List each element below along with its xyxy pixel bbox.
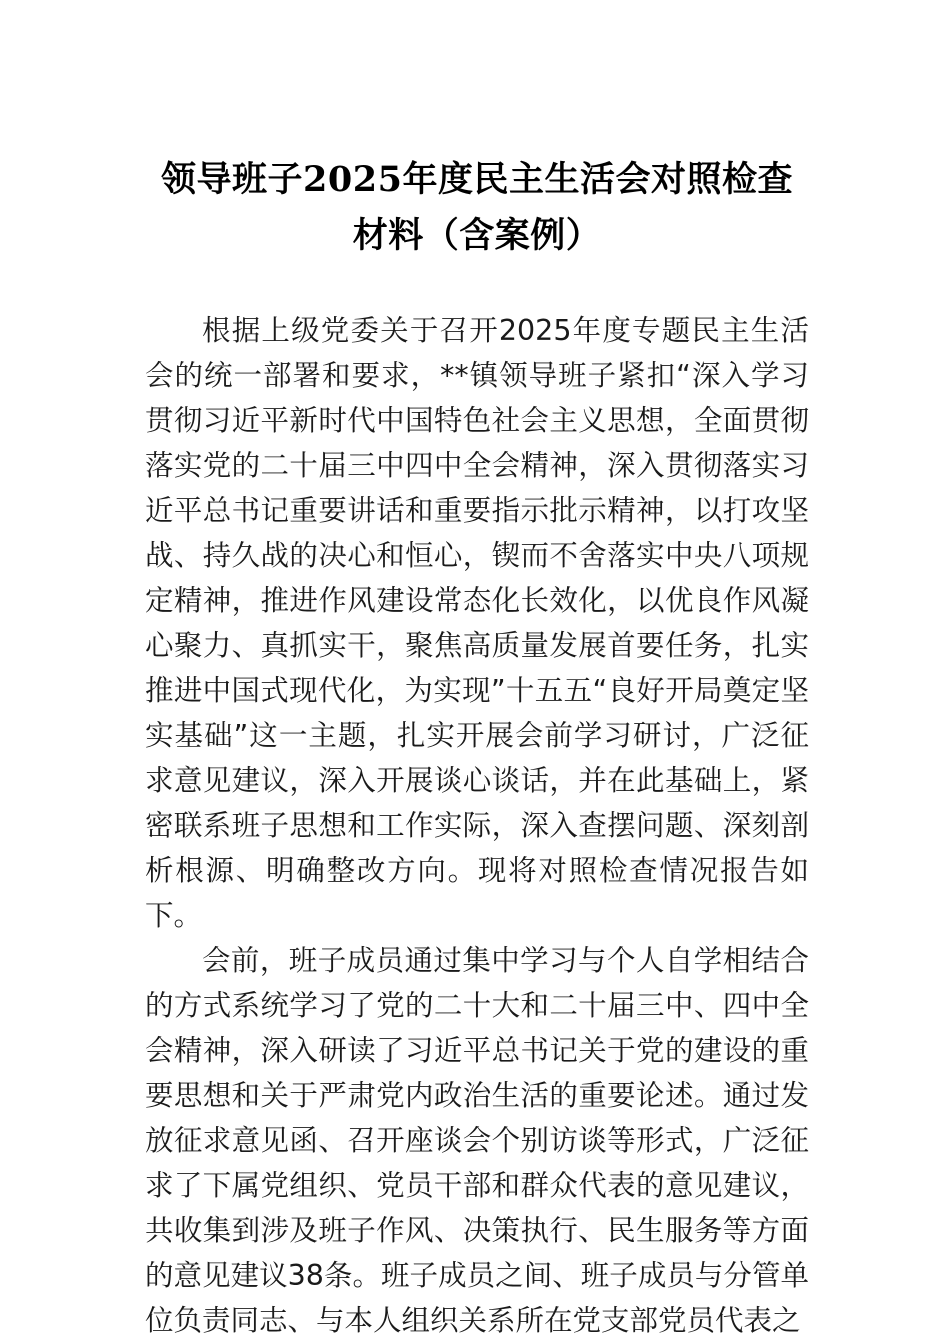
paragraph-1: 根据上级党委关于召开2025年度专题民主生活会的统一部署和要求，**镇领导班子紧扣“深入学习贯彻习近平新时代中国特色社会主义思想，全面贯彻落实党的二十届三中四中全会精神，深入贯彻落实习近平总书记重要讲话和重要指示批示精神，以打攻坚战、持久战的决心和恒心，锲而不舍落实中央八项规定精神，推进作风建设常态化长效化，以优良作风凝心聚力、真抓实干，聚焦高质量发展首要任务，扎实推进中国式现代化，为实现”十五五“良好开局奠定坚实基础”这一主题，扎实开展会前学习研讨，广泛征求意见建议，深入开展谈心谈话，并在此基础上，紧密联系班子思想和工作实际，深入查摆问题、深刻剖析根源、明确整改方向。现将对照检查情况报告如下。 xyxy=(145,314,809,932)
paragraph-2: 会前，班子成员通过集中学习与个人自学相结合的方式系统学习了党的二十大和二十届三中、四中全会精神，深入研读了习近平总书记关于党的建设的重要思想和关于严肃党内政治生活的重要论述。通过发放征求意见函、召开座谈会个别访谈等形式，广泛征求了下属党组织、党员干部和群众代表的意见建议，共收集到涉及班子作风、决策执行、民生服务等方面的意见建议38条。班子成员之间、班子成员与分管单位负责同志、与本人组织关系所在党支部党员代表之 xyxy=(145,944,809,1337)
document-text-column xyxy=(145,0,809,1343)
page-title: 领导班子2025年度民主生活会对照检查材料（含案例） xyxy=(161,159,793,256)
document-paragraphs xyxy=(145,308,809,1343)
